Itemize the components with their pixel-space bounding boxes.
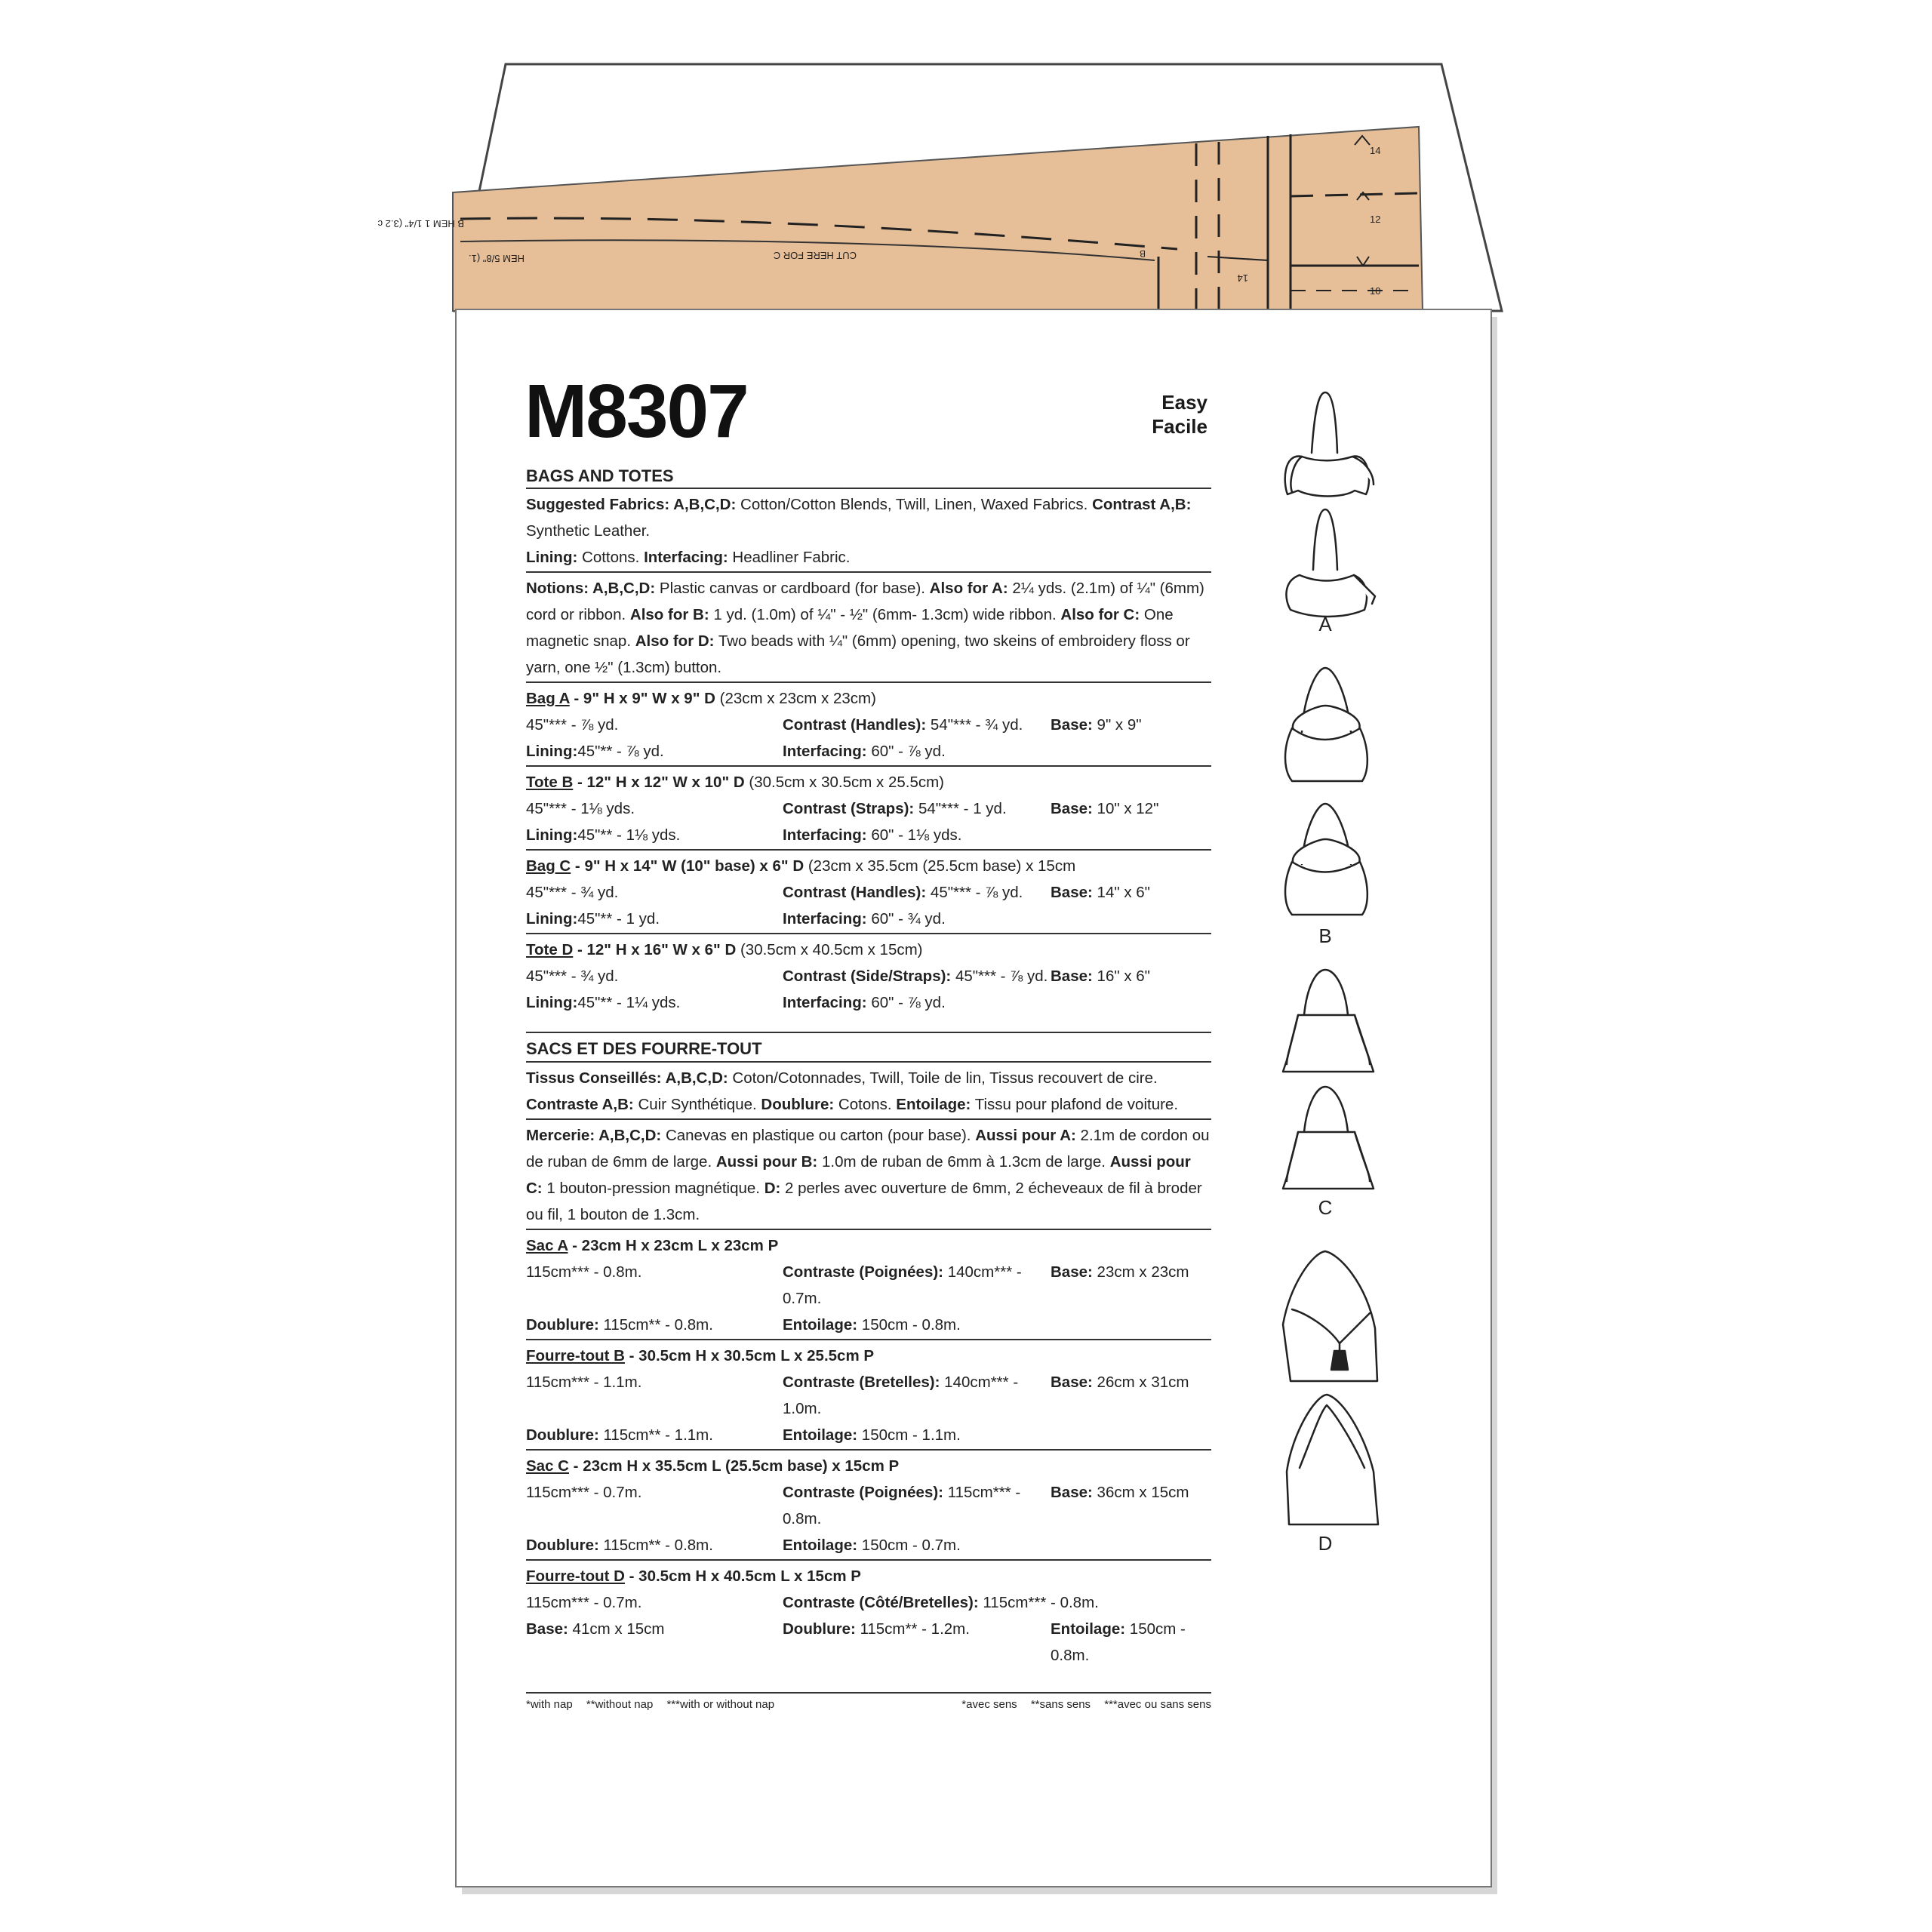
base-size: 26cm x 31cm — [1097, 1374, 1189, 1391]
interfacing-yardage: 150cm - 0.8m. — [861, 1316, 961, 1334]
contrast-yardage: 140cm*** - 0.7m. — [783, 1263, 1022, 1307]
view-label-d: D — [1318, 1532, 1333, 1555]
footnote-fr-1: *avec sens — [961, 1698, 1017, 1711]
footnote-fr-3: ***avec ou sans sens — [1104, 1698, 1211, 1711]
footnote-fr-2: **sans sens — [1030, 1698, 1091, 1711]
lining-label: Doublure: — [526, 1316, 599, 1334]
interfacing-label: Entoilage: — [896, 1096, 971, 1113]
tissue-label-b: B — [1139, 248, 1146, 259]
lining-yardage: 45"** - 1 yd. — [577, 910, 660, 928]
view-dims: - 9" H x 9" W x 9" D — [569, 690, 715, 707]
view-fabric: 115cm*** - 1.1m. — [526, 1374, 642, 1391]
notions-d-text: Two beads with ¼" (6mm) opening, two skeins of embroidery floss or yarn, one ½" (1.3cm) button. — [526, 632, 1190, 676]
view-name: Fourre-tout B — [526, 1347, 625, 1364]
interfacing-label: Entoilage: — [1051, 1620, 1126, 1638]
base-label: Base: — [1051, 884, 1093, 901]
lining-label: Lining: — [526, 994, 578, 1011]
interfacing-label: Entoilage: — [783, 1537, 858, 1554]
contrast-label: Contraste (Poignées): — [783, 1263, 943, 1281]
view-metric: (23cm x 35.5cm (25.5cm base) x 15cm — [804, 857, 1076, 875]
lining-label: Lining: — [526, 743, 578, 760]
view-metric: (23cm x 23cm x 23cm) — [715, 690, 876, 707]
contrast-label: Contraste (Côté/Bretelles): — [783, 1594, 979, 1611]
base-size: 41cm x 15cm — [572, 1620, 665, 1638]
lining-label: Doublure: — [526, 1426, 599, 1444]
base-label: Base: — [526, 1620, 568, 1638]
tissue-label-cut-here: CUT HERE FOR C — [773, 250, 857, 261]
view-name: Tote D — [526, 941, 574, 958]
base-size: 10" x 12" — [1097, 800, 1159, 817]
view-dims: - 23cm H x 35.5cm L (25.5cm base) x 15cm P — [568, 1457, 900, 1475]
view-block-fr-d — [526, 1559, 1211, 1669]
notions-a-text: 2¼ yds. (2.1m) of ¼" (6mm) cord or ribbon. — [526, 580, 1204, 623]
notions-english — [526, 571, 1211, 681]
base-label: Base: — [1051, 1263, 1093, 1281]
interfacing-yardage: 60" - ¾ yd. — [871, 910, 946, 928]
view-dims: - 12" H x 12" W x 10" D — [573, 774, 745, 791]
base-label: Base: — [1051, 968, 1093, 985]
view-block-fr-b — [526, 1339, 1211, 1449]
section-title-french: SACS ET DES FOURRE-TOUT — [526, 1039, 762, 1058]
interfacing-yardage: 60" - ⅞ yd. — [871, 743, 946, 760]
notions-french — [526, 1118, 1211, 1229]
interfacing-label: Interfacing: — [644, 549, 728, 566]
lining-yardage: 45"** - 1¼ yds. — [577, 994, 681, 1011]
lining-label: Lining: — [526, 826, 578, 844]
view-fabric: 45"*** - ⅞ yd. — [526, 716, 619, 734]
contrast-label: Contrast (Side/Straps): — [783, 968, 952, 985]
interfacing-yardage: 150cm - 0.7m. — [861, 1537, 961, 1554]
fabrics-label: Suggested Fabrics: A,B,C,D: — [526, 496, 737, 513]
fabrics-text: Cotton/Cotton Blends, Twill, Linen, Waxed Fabrics. — [740, 496, 1088, 513]
tissue-label-14b: 14 — [1370, 145, 1381, 156]
notions-d-label: Also for D: — [635, 632, 715, 650]
fabrics-text: Coton/Cotonnades, Twill, Toile de lin, Tissus recouvert de cire. — [732, 1069, 1158, 1087]
envelope-back-text — [526, 465, 1211, 1713]
view-name: Fourre-tout D — [526, 1567, 625, 1585]
notions-b-label: Also for B: — [629, 606, 709, 623]
contrast-label: Contrast (Straps): — [783, 800, 915, 817]
footnote-en-3: ***with or without nap — [666, 1698, 775, 1711]
notions-b-text: 1.0m de ruban de 6mm à 1.3cm de large. — [821, 1153, 1106, 1171]
footnotes-english — [526, 1697, 785, 1713]
interfacing-label: Interfacing: — [783, 743, 867, 760]
base-label: Base: — [1051, 1484, 1093, 1501]
view-block-fr-c — [526, 1449, 1211, 1559]
interfacing-label: Interfacing: — [783, 826, 867, 844]
view-name: Bag C — [526, 857, 571, 875]
interfacing-yardage: 60" - 1⅛ yds. — [871, 826, 962, 844]
lining-yardage: 45"** - ⅞ yd. — [577, 743, 664, 760]
view-name: Sac C — [526, 1457, 569, 1475]
contrast-text: Synthetic Leather. — [526, 522, 651, 540]
contrast-label: Contraste (Bretelles): — [783, 1374, 940, 1391]
base-size: 36cm x 15cm — [1097, 1484, 1189, 1501]
view-fabric: 45"*** - ¾ yd. — [526, 968, 619, 985]
contrast-label: Contrast (Handles): — [783, 716, 927, 734]
lining-text: Cotons. — [838, 1096, 892, 1113]
lining-yardage: 115cm** - 1.2m. — [860, 1620, 970, 1638]
view-label-a: A — [1318, 613, 1332, 635]
base-label: Base: — [1051, 800, 1093, 817]
interfacing-yardage: 150cm - 0.8m. — [1051, 1620, 1186, 1664]
notions-c-text: One magnetic snap. — [526, 606, 1174, 650]
notions-b-label: Aussi pour B: — [715, 1153, 818, 1171]
interfacing-text: Tissu pour plafond de voiture. — [974, 1096, 1179, 1113]
interfacing-label: Entoilage: — [783, 1316, 858, 1334]
contrast-label: Contraste (Poignées): — [783, 1484, 943, 1501]
view-fabric: 115cm*** - 0.7m. — [526, 1594, 642, 1611]
footnotes-french — [961, 1697, 1211, 1713]
pattern-number: M8307 — [525, 369, 748, 454]
contrast-yardage: 54"*** - ¾ yd. — [930, 716, 1023, 734]
view-dims: - 23cm H x 23cm L x 23cm P — [568, 1237, 779, 1254]
lining-label: Doublure: — [526, 1537, 599, 1554]
tissue-label-12: 12 — [1370, 214, 1381, 225]
view-block-en-a — [526, 681, 1211, 765]
view-label-b: B — [1318, 924, 1332, 947]
section-title-french-block — [526, 1032, 1211, 1061]
notions-d-label: D: — [764, 1180, 781, 1197]
contrast-text: Cuir Synthétique. — [638, 1096, 757, 1113]
notions-a-label: Also for A: — [929, 580, 1008, 597]
interfacing-text: Headliner Fabric. — [732, 549, 851, 566]
contrast-yardage: 140cm*** - 1.0m. — [783, 1374, 1019, 1417]
contrast-label: Contraste A,B: — [526, 1096, 634, 1113]
lining-label: Doublure: — [761, 1096, 835, 1113]
tissue-label-b-hem: B HEM 1 1/4" (3.2 c — [377, 218, 464, 229]
view-name: Sac A — [526, 1237, 568, 1254]
base-size: 16" x 6" — [1097, 968, 1150, 985]
notions-text: Plastic canvas or cardboard (for base). — [659, 580, 925, 597]
notions-b-text: 1 yd. (1.0m) of ¼" - ½" (6mm- 1.3cm) wide ribbon. — [713, 606, 1057, 623]
view-fabric: 45"*** - ¾ yd. — [526, 884, 619, 901]
interfacing-label: Interfacing: — [783, 910, 867, 928]
contrast-yardage: 115cm*** - 0.8m. — [983, 1594, 1099, 1611]
footnotes — [526, 1692, 1211, 1713]
interfacing-label: Interfacing: — [783, 994, 867, 1011]
suggested-fabrics-english — [526, 488, 1211, 571]
view-metric: (30.5cm x 40.5cm x 15cm) — [736, 941, 923, 958]
notions-label: Notions: A,B,C,D: — [526, 580, 656, 597]
view-dims: - 9" H x 14" W (10" base) x 6" D — [571, 857, 804, 875]
notions-c-text: 1 bouton-pression magnétique. — [546, 1180, 760, 1197]
contrast-yardage: 45"*** - ⅞ yd. — [955, 968, 1048, 985]
view-dims: - 30.5cm H x 30.5cm L x 25.5cm P — [624, 1347, 875, 1364]
tissue-label-10: 10 — [1370, 285, 1381, 297]
fabrics-label: Tissus Conseillés: A,B,C,D: — [526, 1069, 728, 1087]
view-metric: (30.5cm x 30.5cm x 25.5cm) — [744, 774, 944, 791]
base-label: Base: — [1051, 716, 1093, 734]
view-label-c: C — [1318, 1196, 1333, 1219]
interfacing-yardage: 150cm - 1.1m. — [861, 1426, 961, 1444]
view-fabric: 45"*** - 1⅛ yds. — [526, 800, 635, 817]
notions-c-label: Aussi pour C: — [526, 1153, 1191, 1197]
notions-a-label: Aussi pour A: — [975, 1127, 1076, 1144]
notions-label: Mercerie: A,B,C,D: — [526, 1127, 662, 1144]
interfacing-yardage: 60" - ⅞ yd. — [871, 994, 946, 1011]
base-label: Base: — [1051, 1374, 1093, 1391]
lining-yardage: 115cm** - 1.1m. — [603, 1426, 713, 1444]
lining-yardage: 115cm** - 0.8m. — [603, 1537, 713, 1554]
notions-text: Canevas en plastique ou carton (pour base). — [665, 1127, 971, 1144]
lining-label: Lining: — [526, 549, 578, 566]
difficulty-english: Easy — [1161, 391, 1208, 414]
lining-yardage: 45"** - 1⅛ yds. — [577, 826, 681, 844]
interfacing-label: Entoilage: — [783, 1426, 858, 1444]
base-size: 14" x 6" — [1097, 884, 1150, 901]
base-size: 23cm x 23cm — [1097, 1263, 1189, 1281]
notions-d-text: 2 perles avec ouverture de 6mm, 2 écheveaux de fil à broder ou fil, 1 bouton de 1.3cm. — [526, 1180, 1202, 1223]
tissue-label-14a: 14 — [1237, 272, 1248, 284]
section-title-english: BAGS AND TOTES — [526, 466, 674, 485]
lining-label: Lining: — [526, 910, 578, 928]
view-block-fr-a — [526, 1229, 1211, 1339]
view-fabric: 115cm*** - 0.7m. — [526, 1484, 642, 1501]
view-block-en-c — [526, 849, 1211, 933]
contrast-label: Contrast (Handles): — [783, 884, 927, 901]
lining-label: Doublure: — [783, 1620, 856, 1638]
view-name: Tote B — [526, 774, 574, 791]
view-dims: - 12" H x 16" W x 6" D — [573, 941, 737, 958]
tissue-label-hem: HEM 5/8" (1. — [469, 253, 525, 264]
view-dims: - 30.5cm H x 40.5cm L x 15cm P — [624, 1567, 861, 1585]
view-block-en-b — [526, 765, 1211, 849]
lining-yardage: 115cm** - 0.8m. — [603, 1316, 713, 1334]
contrast-yardage: 45"*** - ⅞ yd. — [930, 884, 1023, 901]
notions-a-text: 2.1m de cordon ou de ruban de 6mm de large. — [526, 1127, 1210, 1171]
difficulty-french: Facile — [1152, 415, 1208, 438]
contrast-label: Contrast A,B: — [1092, 496, 1192, 513]
suggested-fabrics-french — [526, 1061, 1211, 1118]
lining-text: Cottons. — [582, 549, 640, 566]
view-fabric: 115cm*** - 0.8m. — [526, 1263, 642, 1281]
view-name: Bag A — [526, 690, 570, 707]
view-block-en-d — [526, 933, 1211, 1017]
contrast-yardage: 115cm*** - 0.8m. — [783, 1484, 1021, 1527]
footnote-en-1: *with nap — [526, 1698, 573, 1711]
notions-c-label: Also for C: — [1060, 606, 1140, 623]
footnote-en-2: **without nap — [586, 1698, 654, 1711]
contrast-yardage: 54"*** - 1 yd. — [918, 800, 1007, 817]
base-size: 9" x 9" — [1097, 716, 1142, 734]
